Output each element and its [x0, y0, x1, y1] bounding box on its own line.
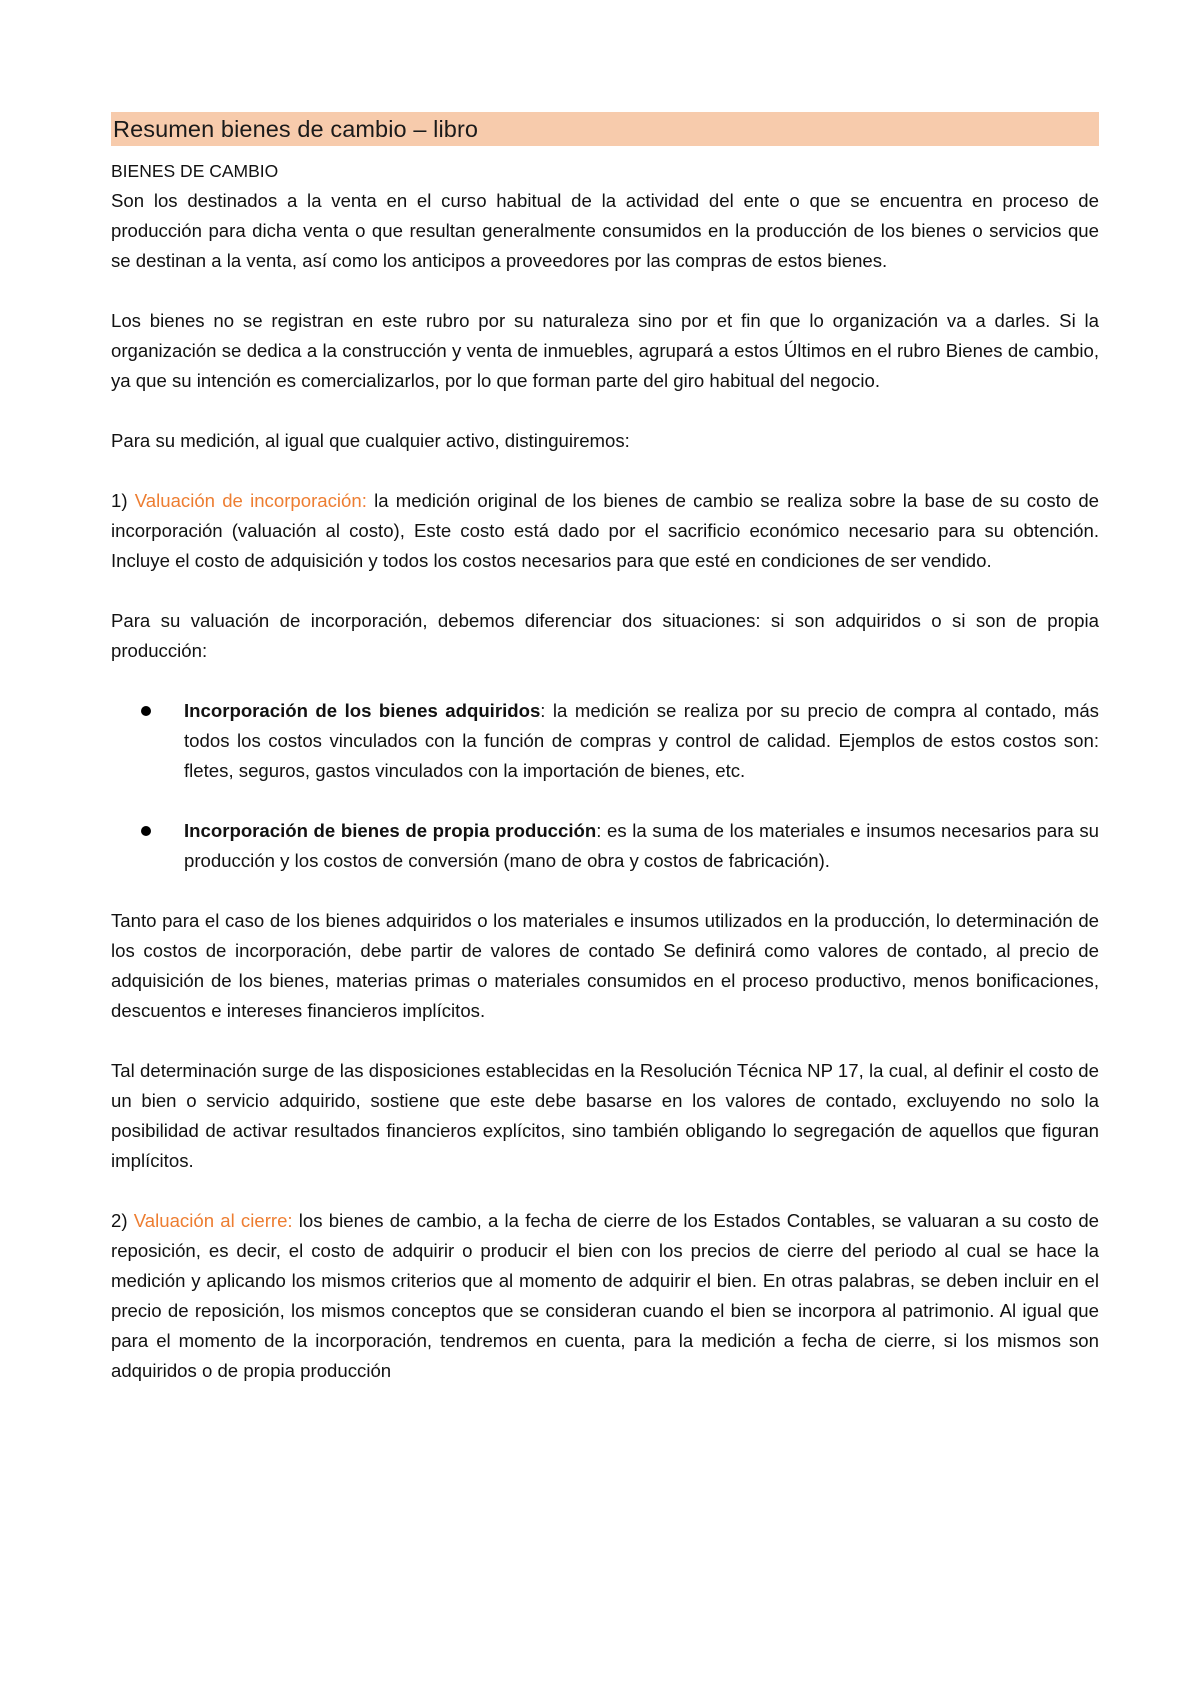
list-item — [111, 696, 1099, 786]
paragraph-definition: Son los destinados a la venta en el curso habitual de la actividad del ente o que se encuentra en proceso de producción para dicha venta o que resultan generalmente consumidos en la producción de los bienes o servicios que se destinan a la venta, así como los anticipos a proveedores por las compras de estos bienes. — [111, 190, 1099, 271]
paragraph-incorporation-valuation — [111, 486, 1099, 576]
closing-valuation-text: los bienes de cambio, a la fecha de cierre de los Estados Contables, se valuaran a su costo de reposición, es decir, el costo de adquirir o producir el bien con los precios de cierre del periodo al cual se hace la medición y aplicando los mismos criterios que al momento de adquirir el bien. En otras palabras, se deben incluir en el precio de reposición, los mismos conceptos que se consideran cuando el bien se incorpora al patrimonio. Al igual que para el momento de la incorporación, tendremos en cuenta, para la medición a fecha de cierre, si los mismos son adquiridos o de propia producción — [111, 1210, 1099, 1381]
list-number: 1) — [111, 490, 135, 511]
document-title: Resumen bienes de cambio – libro — [111, 112, 1099, 146]
bullet-text: : es la suma de los materiales e insumos necesarios para su producción y los costos de conversión (mano de obra y costos de fabricación). — [184, 820, 1099, 871]
bullet-label: Incorporación de bienes de propia producción — [184, 820, 597, 841]
bullet-icon — [141, 826, 151, 836]
list-item — [111, 816, 1099, 876]
paragraph-purpose: Los bienes no se registran en este rubro por su naturaleza sino por et fin que lo organización va a darles. Si la organización se dedica a la construcción y venta de inmuebles, agrupará a estos Últimos en el rubro Bienes de cambio, ya que su intención es comercializarlos, por lo que forman parte del giro habitual del negocio. — [111, 310, 1099, 391]
paragraph-measurement-intro: Para su medición, al igual que cualquier activo, distinguiremos: — [111, 430, 630, 451]
paragraph-closing-valuation — [111, 1206, 1099, 1386]
document-body — [111, 112, 1099, 1386]
incorporation-valuation-label: Valuación de incorporación: — [134, 490, 367, 511]
section-heading: BIENES DE CAMBIO — [111, 161, 279, 181]
paragraph-cash-values: Tanto para el caso de los bienes adquiridos o los materiales e insumos utilizados en la producción, lo determinación de los costos de incorporación, debe partir de valores de contado Se definirá como valores de contado, al precio de adquisición de los bienes, materias primas o materiales consumidos en el proceso productivo, menos bonificaciones, descuentos e intereses financieros implícitos. — [111, 910, 1099, 1021]
paragraph-two-situations: Para su valuación de incorporación, debemos diferenciar dos situaciones: si son adquiridos o si son de propia producción: — [111, 610, 1099, 661]
bullet-icon — [141, 706, 151, 716]
bullet-label: Incorporación de los bienes adquiridos — [184, 700, 541, 721]
incorporation-valuation-text: la medición original de los bienes de cambio se realiza sobre la base de su costo de incorporación (valuación al costo), Este costo está dado por el sacrificio económico necesario para su obtención. Incluye el costo de adquisición y todos los costos necesarios para que esté en condiciones de ser vendido. — [111, 490, 1100, 571]
bullet-text: : la medición se realiza por su precio de compra al contado, más todos los costos vinculados con la función de compras y control de calidad. Ejemplos de estos costos son: fletes, seguros, gastos vinculados con la importación de bienes, etc. — [184, 700, 1099, 781]
closing-valuation-label: Valuación al cierre: — [133, 1210, 293, 1231]
bullet-list — [111, 696, 1099, 876]
list-number: 2) — [111, 1210, 134, 1231]
paragraph-technical-resolution: Tal determinación surge de las disposiciones establecidas en la Resolución Técnica NP 17, la cual, al definir el costo de un bien o servicio adquirido, sostiene que este debe basarse en los valores de contado, excluyendo no solo la posibilidad de activar resultados financieros explícitos, sino también obligando lo segregación de aquellos que figuran implícitos. — [111, 1060, 1099, 1171]
